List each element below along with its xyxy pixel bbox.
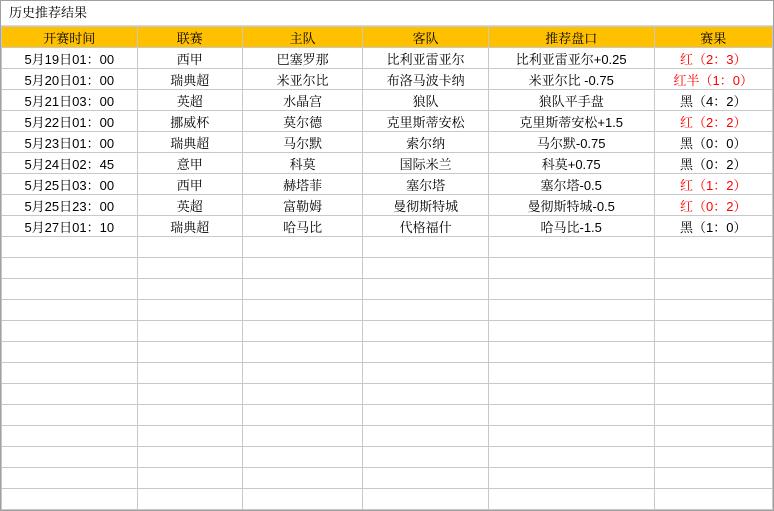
cell-empty [488, 426, 654, 447]
cell-pick: 比利亚雷亚尔+0.25 [488, 48, 654, 69]
cell-league: 英超 [137, 90, 242, 111]
cell-empty [2, 363, 138, 384]
table-row[interactable] [2, 111, 773, 132]
cell-empty [137, 363, 242, 384]
cell-empty [363, 342, 488, 363]
cell-result: 黑（0：0） [654, 132, 772, 153]
cell-pick: 哈马比-1.5 [488, 216, 654, 237]
cell-empty [137, 447, 242, 468]
column-header-league: 联赛 [137, 27, 242, 48]
cell-empty [488, 363, 654, 384]
cell-pick: 曼彻斯特城-0.5 [488, 195, 654, 216]
history-results-table [1, 26, 773, 510]
cell-empty [137, 258, 242, 279]
cell-pick: 塞尔塔-0.5 [488, 174, 654, 195]
cell-away-team: 索尔纳 [363, 132, 488, 153]
cell-home-team: 哈马比 [242, 216, 362, 237]
cell-empty [654, 426, 772, 447]
cell-empty [363, 489, 488, 510]
cell-home-team: 莫尔德 [242, 111, 362, 132]
cell-empty [654, 300, 772, 321]
cell-empty [242, 300, 362, 321]
table-row[interactable] [2, 132, 773, 153]
cell-home-team: 赫塔菲 [242, 174, 362, 195]
cell-empty [2, 447, 138, 468]
column-header-pick: 推荐盘口 [488, 27, 654, 48]
column-header-home: 主队 [242, 27, 362, 48]
cell-empty [363, 426, 488, 447]
table-row-empty[interactable] [2, 279, 773, 300]
cell-time: 5月25日03：00 [2, 174, 138, 195]
cell-empty [242, 405, 362, 426]
cell-empty [2, 342, 138, 363]
cell-empty [488, 300, 654, 321]
cell-home-team: 科莫 [242, 153, 362, 174]
table-row[interactable] [2, 216, 773, 237]
cell-empty [242, 363, 362, 384]
column-header-result: 赛果 [654, 27, 772, 48]
cell-away-team: 布洛马波卡纳 [363, 69, 488, 90]
table-row-empty[interactable] [2, 468, 773, 489]
cell-empty [137, 342, 242, 363]
cell-empty [488, 279, 654, 300]
cell-empty [242, 237, 362, 258]
cell-empty [363, 300, 488, 321]
cell-league: 瑞典超 [137, 216, 242, 237]
cell-home-team: 富勒姆 [242, 195, 362, 216]
cell-league: 挪威杯 [137, 111, 242, 132]
table-header-row [2, 27, 773, 48]
cell-empty [242, 321, 362, 342]
cell-league: 西甲 [137, 174, 242, 195]
table-row-empty[interactable] [2, 384, 773, 405]
cell-league: 意甲 [137, 153, 242, 174]
cell-result: 红（2：2） [654, 111, 772, 132]
cell-empty [137, 426, 242, 447]
cell-empty [654, 384, 772, 405]
cell-empty [137, 279, 242, 300]
table-row-empty[interactable] [2, 489, 773, 510]
cell-empty [2, 279, 138, 300]
cell-empty [2, 384, 138, 405]
cell-league: 瑞典超 [137, 132, 242, 153]
table-row-empty[interactable] [2, 447, 773, 468]
table-row[interactable] [2, 195, 773, 216]
cell-result: 黑（0：2） [654, 153, 772, 174]
cell-empty [488, 489, 654, 510]
cell-away-team: 塞尔塔 [363, 174, 488, 195]
cell-empty [242, 426, 362, 447]
cell-empty [488, 342, 654, 363]
cell-empty [2, 237, 138, 258]
cell-empty [137, 468, 242, 489]
cell-empty [242, 489, 362, 510]
cell-empty [654, 447, 772, 468]
cell-empty [242, 258, 362, 279]
cell-empty [137, 237, 242, 258]
table-row-empty[interactable] [2, 300, 773, 321]
table-row-empty[interactable] [2, 405, 773, 426]
cell-time: 5月25日23：00 [2, 195, 138, 216]
cell-home-team: 水晶宫 [242, 90, 362, 111]
column-header-time: 开赛时间 [2, 27, 138, 48]
cell-home-team: 巴塞罗那 [242, 48, 362, 69]
cell-result: 红半（1：0） [654, 69, 772, 90]
table-row[interactable] [2, 48, 773, 69]
table-row-empty[interactable] [2, 363, 773, 384]
table-row-empty[interactable] [2, 426, 773, 447]
cell-time: 5月19日01：00 [2, 48, 138, 69]
table-row-empty[interactable] [2, 342, 773, 363]
cell-empty [488, 405, 654, 426]
cell-empty [488, 384, 654, 405]
table-row-empty[interactable] [2, 321, 773, 342]
cell-empty [363, 363, 488, 384]
cell-result: 黑（1：0） [654, 216, 772, 237]
cell-result: 黑（4：2） [654, 90, 772, 111]
table-body [2, 48, 773, 510]
cell-time: 5月24日02：45 [2, 153, 138, 174]
cell-empty [242, 384, 362, 405]
column-header-away: 客队 [363, 27, 488, 48]
page-title: 历史推荐结果 [1, 1, 773, 26]
cell-empty [654, 489, 772, 510]
cell-empty [363, 405, 488, 426]
cell-pick: 米亚尔比 -0.75 [488, 69, 654, 90]
cell-away-team: 曼彻斯特城 [363, 195, 488, 216]
cell-empty [363, 468, 488, 489]
cell-time: 5月27日01：10 [2, 216, 138, 237]
cell-empty [654, 468, 772, 489]
cell-empty [137, 405, 242, 426]
cell-pick: 马尔默-0.75 [488, 132, 654, 153]
cell-away-team: 代格福什 [363, 216, 488, 237]
cell-empty [2, 489, 138, 510]
cell-empty [137, 321, 242, 342]
cell-empty [2, 468, 138, 489]
cell-home-team: 米亚尔比 [242, 69, 362, 90]
cell-empty [137, 300, 242, 321]
table-row-empty[interactable] [2, 237, 773, 258]
cell-empty [488, 468, 654, 489]
table-row[interactable] [2, 153, 773, 174]
cell-empty [488, 321, 654, 342]
cell-league: 英超 [137, 195, 242, 216]
table-row[interactable] [2, 69, 773, 90]
cell-empty [363, 384, 488, 405]
cell-empty [363, 258, 488, 279]
cell-pick: 狼队平手盘 [488, 90, 654, 111]
cell-empty [654, 342, 772, 363]
cell-empty [242, 447, 362, 468]
cell-empty [654, 405, 772, 426]
cell-result: 红（2：3） [654, 48, 772, 69]
cell-empty [363, 447, 488, 468]
cell-away-team: 比利亚雷亚尔 [363, 48, 488, 69]
table-row-empty[interactable] [2, 258, 773, 279]
cell-league: 瑞典超 [137, 69, 242, 90]
cell-pick: 科莫+0.75 [488, 153, 654, 174]
cell-empty [2, 426, 138, 447]
cell-empty [363, 279, 488, 300]
cell-empty [654, 363, 772, 384]
cell-empty [242, 468, 362, 489]
cell-time: 5月23日01：00 [2, 132, 138, 153]
cell-empty [137, 384, 242, 405]
cell-pick: 克里斯蒂安松+1.5 [488, 111, 654, 132]
cell-empty [654, 279, 772, 300]
cell-empty [2, 321, 138, 342]
cell-empty [654, 237, 772, 258]
cell-league: 西甲 [137, 48, 242, 69]
cell-empty [488, 237, 654, 258]
cell-empty [363, 237, 488, 258]
cell-empty [242, 342, 362, 363]
cell-empty [242, 279, 362, 300]
cell-time: 5月20日01：00 [2, 69, 138, 90]
cell-result: 红（1：2） [654, 174, 772, 195]
cell-empty [654, 321, 772, 342]
cell-away-team: 克里斯蒂安松 [363, 111, 488, 132]
cell-empty [363, 321, 488, 342]
table-row[interactable] [2, 174, 773, 195]
cell-time: 5月21日03：00 [2, 90, 138, 111]
cell-result: 红（0：2） [654, 195, 772, 216]
table-row[interactable] [2, 90, 773, 111]
cell-empty [654, 258, 772, 279]
cell-empty [488, 258, 654, 279]
cell-empty [2, 405, 138, 426]
cell-home-team: 马尔默 [242, 132, 362, 153]
cell-empty [2, 258, 138, 279]
cell-time: 5月22日01：00 [2, 111, 138, 132]
cell-empty [2, 300, 138, 321]
cell-empty [488, 447, 654, 468]
cell-away-team: 狼队 [363, 90, 488, 111]
cell-away-team: 国际米兰 [363, 153, 488, 174]
cell-empty [137, 489, 242, 510]
